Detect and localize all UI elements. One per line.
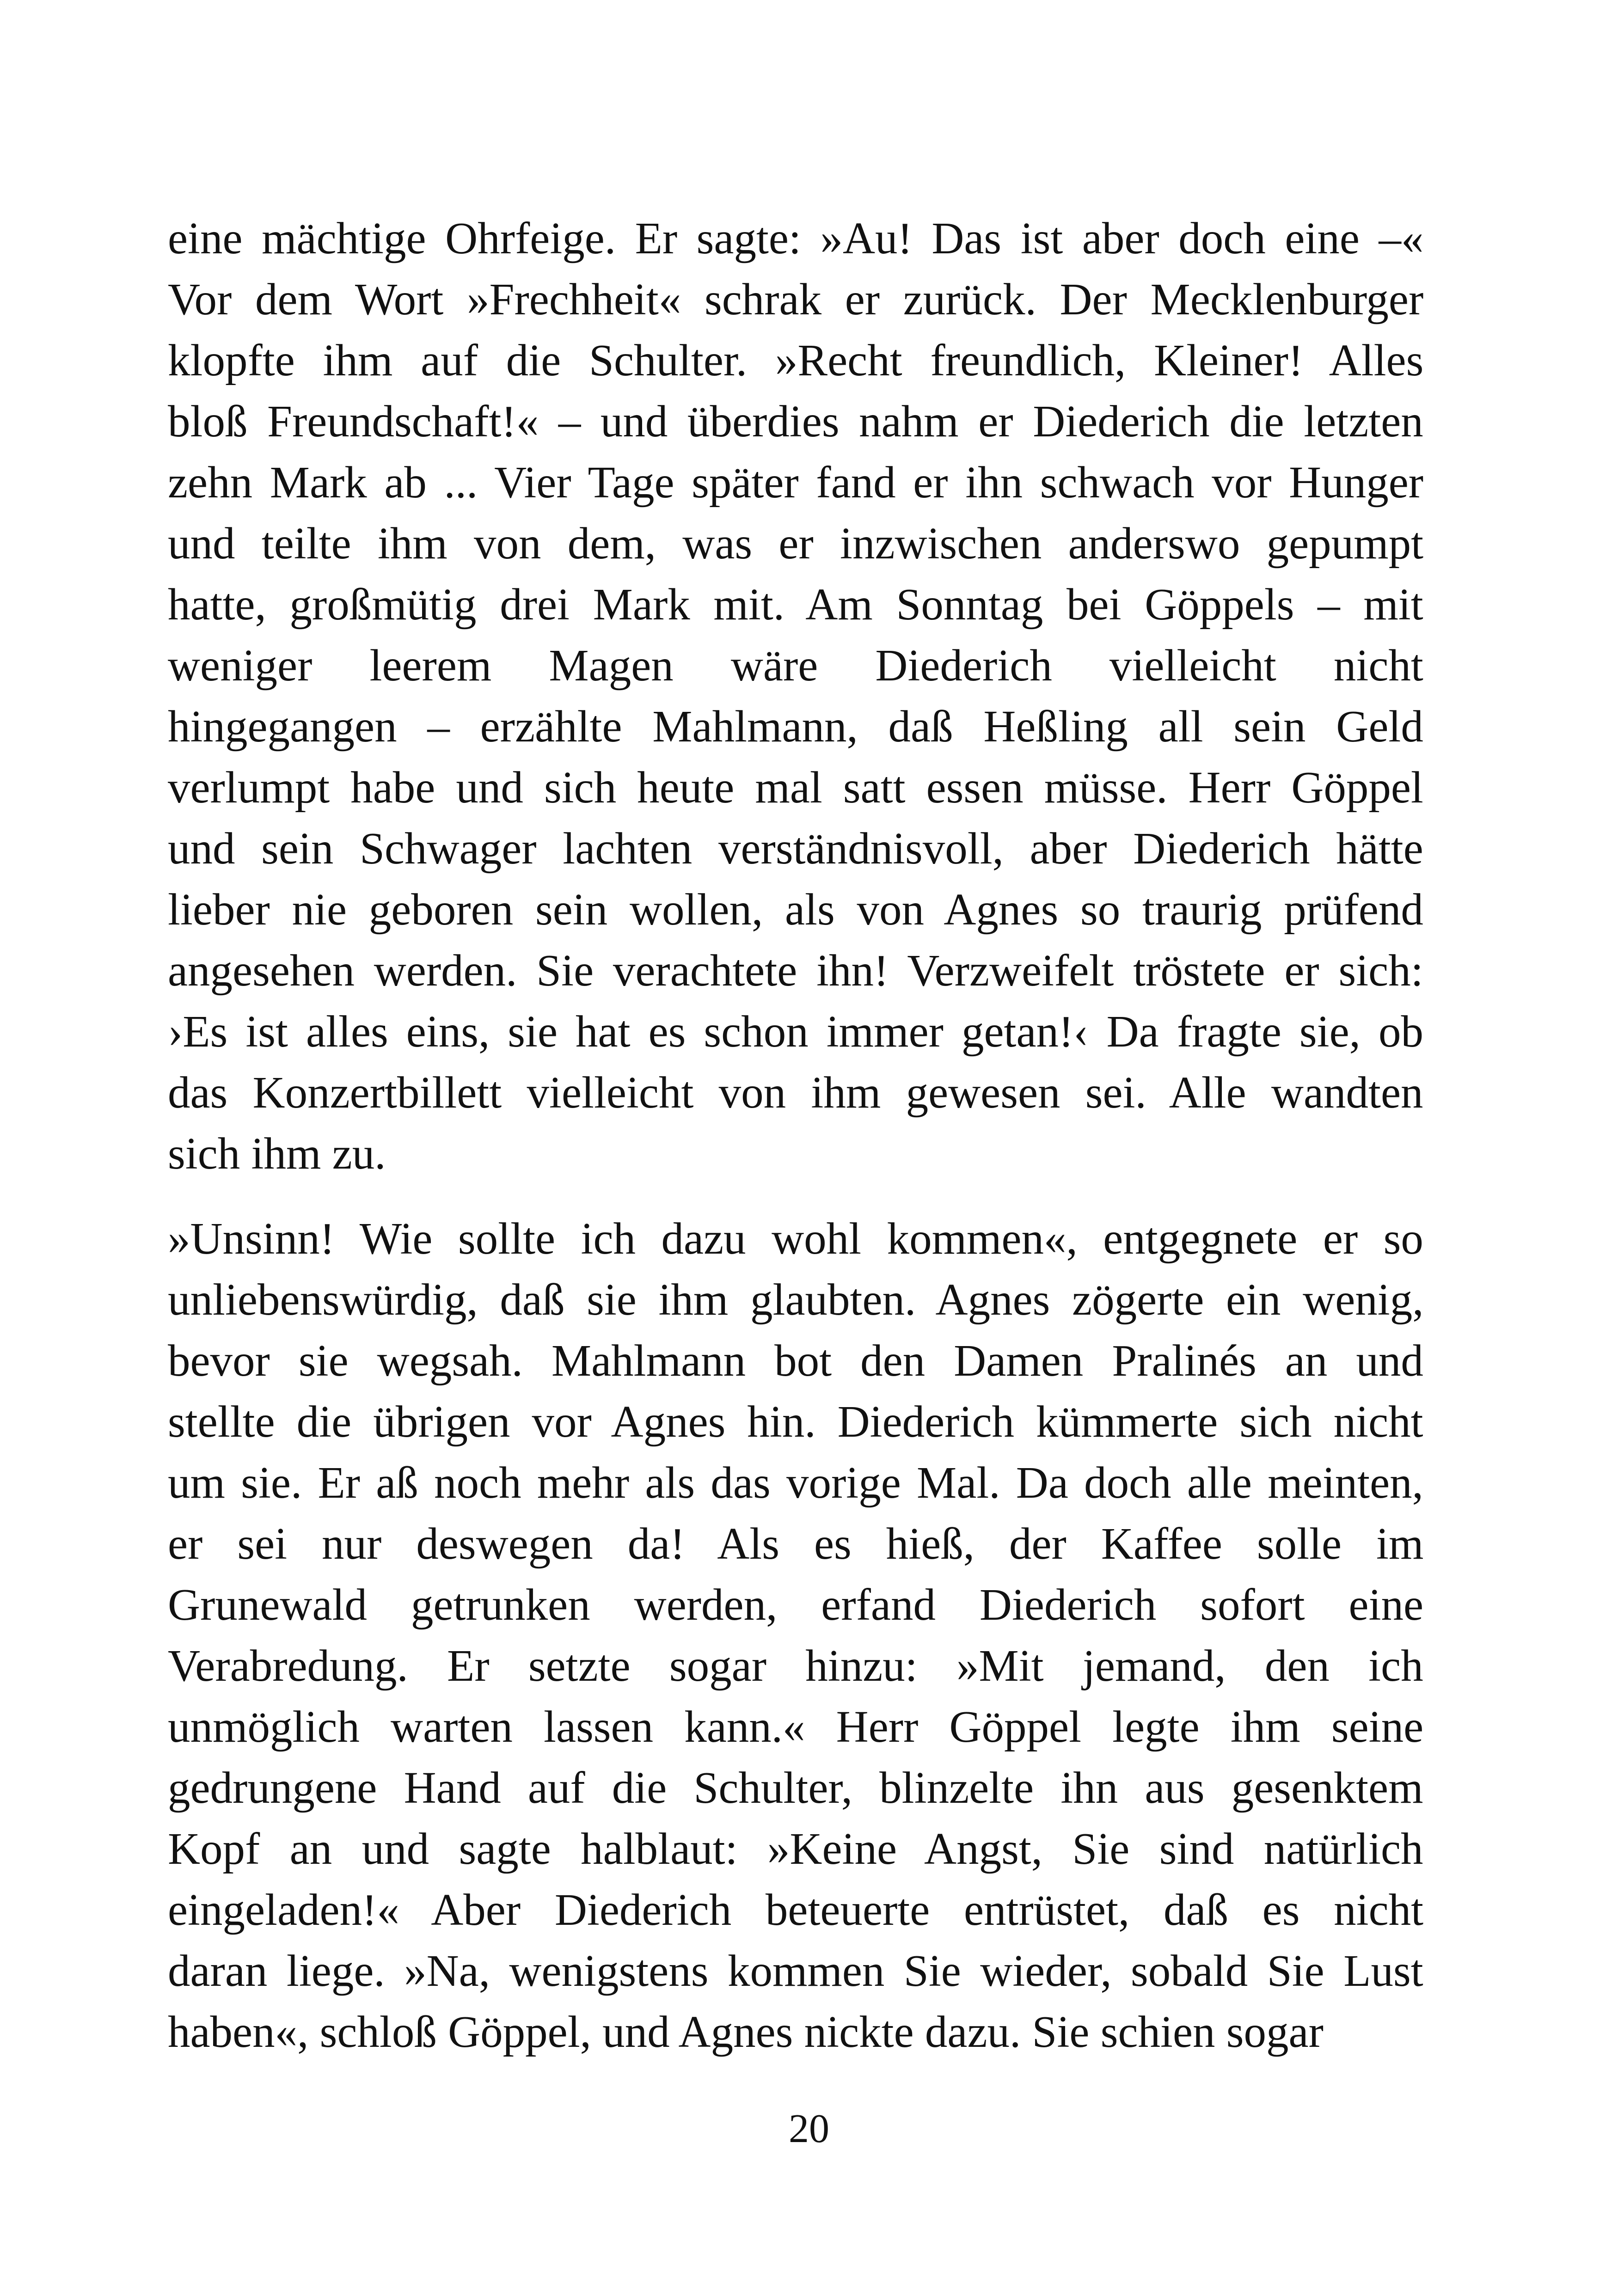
text-line: Kopf an und sagte halblaut: »Keine Angst, Sie sind natürlich — [168, 1824, 1423, 1874]
page-number: 20 — [789, 2106, 829, 2151]
text-line: weniger leerem Magen wäre Diederich vielleicht nicht — [168, 641, 1423, 690]
text-line: »Unsinn! Wie sollte ich dazu wohl kommen«, entgegnete er so — [168, 1214, 1423, 1263]
paragraph — [168, 208, 1423, 1184]
text-line: und teilte ihm von dem, was er inzwischen anderswo gepumpt — [168, 519, 1424, 568]
paragraph — [168, 1208, 1423, 2063]
text-line: ›Es ist alles eins, sie hat es schon immer getan!‹ Da fragte sie, ob — [168, 1007, 1423, 1056]
text-line: daran liege. »Na, wenigstens kommen Sie wieder, sobald Sie Lust — [168, 1946, 1423, 1996]
text-line: Vor dem Wort »Frechheit« schrak er zurück. Der Mecklenburger — [168, 275, 1424, 324]
text-line: Verabredung. Er setzte sogar hinzu: »Mit jemand, den ich — [168, 1641, 1423, 1690]
text-line: angesehen werden. Sie verachtete ihn! Verzweifelt tröstete er sich: — [168, 946, 1423, 995]
text-line: klopfte ihm auf die Schulter. »Recht freundlich, Kleiner! Alles — [168, 336, 1424, 385]
text-line: bloß Freundschaft!« – und überdies nahm er Diederich die letzten — [168, 397, 1423, 446]
text-line: stellte die übrigen vor Agnes hin. Diederich kümmerte sich nicht — [168, 1397, 1423, 1446]
text-line: eingeladen!« Aber Diederich beteuerte entrüstet, daß es nicht — [168, 1885, 1424, 1935]
body-text — [168, 208, 1423, 2063]
text-line: zehn Mark ab ... Vier Tage später fand er ihn schwach vor Hunger — [168, 458, 1424, 507]
text-line: hatte, großmütig drei Mark mit. Am Sonntag bei Göppels – mit — [168, 580, 1423, 629]
text-line: er sei nur deswegen da! Als es hieß, der Kaffee solle im — [168, 1519, 1424, 1568]
text-line: eine mächtige Ohrfeige. Er sagte: »Au! Das ist aber doch eine –« — [168, 214, 1424, 263]
text-line: und sein Schwager lachten verständnisvoll, aber Diederich hätte — [168, 824, 1423, 873]
text-line: um sie. Er aß noch mehr als das vorige Mal. Da doch alle meinten, — [168, 1458, 1423, 1507]
text-line: unmöglich warten lassen kann.« Herr Göppel legte ihm seine — [168, 1702, 1424, 1751]
text-line: bevor sie wegsah. Mahlmann bot den Damen Pralinés an und — [168, 1336, 1423, 1385]
text-line: gedrungene Hand auf die Schulter, blinzelte ihn aus gesenktem — [168, 1763, 1423, 1812]
text-line: Grunewald getrunken werden, erfand Diederich sofort eine — [168, 1580, 1424, 1629]
text-line: haben«, schloß Göppel, und Agnes nickte dazu. Sie schien sogar — [168, 2007, 1324, 2057]
text-line: hingegangen – erzählte Mahlmann, daß Heßling all sein Geld — [168, 702, 1423, 751]
text-line: lieber nie geboren sein wollen, als von Agnes so traurig prüfend — [168, 885, 1423, 934]
text-line: verlumpt habe und sich heute mal satt essen müsse. Herr Göppel — [168, 763, 1423, 812]
text-line: sich ihm zu. — [168, 1129, 386, 1178]
text-line: unliebenswürdig, daß sie ihm glaubten. Agnes zögerte ein wenig, — [168, 1275, 1424, 1324]
text-line: das Konzertbillett vielleicht von ihm gewesen sei. Alle wandten — [168, 1068, 1423, 1117]
